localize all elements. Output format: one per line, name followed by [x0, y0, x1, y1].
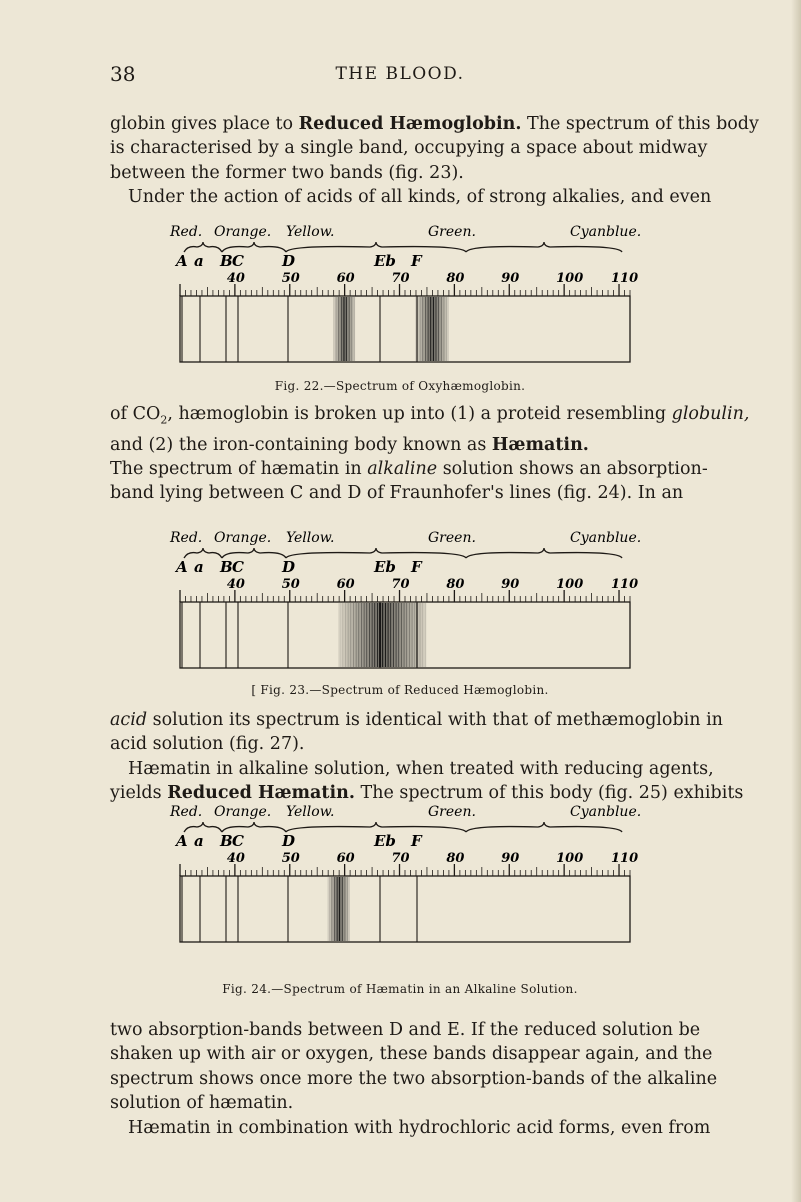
page-header — [110, 62, 690, 86]
scale-number: 70 — [391, 851, 410, 866]
scale-number: 110 — [611, 577, 639, 592]
paragraph-4 — [110, 708, 723, 757]
color-brace — [286, 548, 466, 558]
color-brace — [184, 242, 222, 252]
text-line: shaken up with air or oxygen, these bands disappear again, and the — [110, 1044, 713, 1065]
scale-number: 100 — [556, 577, 584, 592]
fraunhofer-line-label: Eb — [374, 558, 396, 576]
color-region-label: Orange. — [214, 530, 272, 546]
fraunhofer-line-label: F — [411, 832, 422, 850]
fraunhofer-line-label: a — [194, 252, 204, 270]
text-line: acid solution its spectrum is identical with that of methæmoglobin in — [110, 710, 723, 730]
absorption-band — [334, 297, 355, 361]
color-brace — [466, 242, 622, 252]
text-line: yields Reduced Hæmatin. The spectrum of this body (fig. 25) exhibits — [110, 783, 744, 804]
text-line: The spectrum of hæmatin in alkaline solution shows an absorption- — [110, 459, 708, 480]
figure-22 — [170, 222, 650, 372]
scale-number: 80 — [446, 851, 465, 866]
figure-caption: Fig. 24.—Spectrum of Hæmatin in an Alkaline Solution. — [222, 982, 578, 996]
color-brace — [466, 548, 622, 558]
scale-number: 50 — [281, 577, 300, 592]
scale-number: 90 — [501, 271, 520, 286]
scale-number: 100 — [556, 851, 584, 866]
scale-number: 90 — [501, 577, 520, 592]
scale-number: 40 — [226, 851, 245, 866]
fraunhofer-line-label: F — [411, 558, 422, 576]
absorption-band — [339, 603, 425, 667]
page-number: 38 — [110, 62, 136, 86]
fraunhofer-line-label: C — [232, 832, 244, 850]
fraunhofer-line-label: a — [194, 558, 204, 576]
color-brace — [222, 548, 286, 558]
color-region-label: Green. — [428, 224, 476, 240]
fraunhofer-line-label: C — [232, 252, 244, 270]
fraunhofer-line-label: C — [232, 558, 244, 576]
term-haematin: Hæmatin. — [491, 434, 589, 455]
text-line: solution of hæmatin. — [110, 1092, 294, 1113]
color-region-label: Yellow. — [286, 530, 335, 546]
scale-number: 70 — [391, 271, 410, 286]
fraunhofer-line-label: D — [282, 832, 296, 850]
color-region-label: Orange. — [214, 224, 272, 240]
color-brace — [222, 242, 286, 252]
fraunhofer-line-label: A — [176, 832, 188, 850]
text-line: two absorption-bands between D and E. If the reduced solution be — [110, 1020, 701, 1040]
figure-caption: [ Fig. 23.—Spectrum of Reduced Hæmoglobin. — [251, 683, 549, 697]
running-head: THE BLOOD. — [335, 64, 465, 84]
color-brace — [184, 548, 222, 558]
scale-number: 50 — [281, 851, 300, 866]
fraunhofer-line-label: D — [282, 252, 296, 270]
color-region-label: Orange. — [214, 804, 272, 820]
text-line: Hæmatin in alkaline solution, when treated with reducing agents, — [128, 759, 714, 779]
scale-number: 60 — [336, 577, 355, 592]
scale-number: 90 — [501, 851, 520, 866]
paragraph-7 — [110, 1116, 711, 1140]
page-edge — [791, 0, 801, 1202]
color-brace — [466, 822, 622, 832]
fraunhofer-line-label: B — [220, 558, 233, 576]
text-line: is characterised by a single band, occupying a space about midway — [110, 138, 708, 159]
text-line: between the former two bands (fig. 23). — [110, 162, 464, 183]
text-line: globin gives place to Reduced Hæmoglobin. The spectrum of this body — [110, 114, 759, 134]
absorption-band — [416, 297, 448, 361]
figure-caption: Fig. 22.—Spectrum of Oxyhæmoglobin. — [274, 379, 526, 393]
scale-number: 60 — [336, 271, 355, 286]
fraunhofer-line-label: Eb — [374, 252, 396, 270]
color-region-label: Yellow. — [286, 224, 335, 240]
scale-number: 50 — [281, 271, 300, 286]
fraunhofer-line-label: A — [176, 252, 188, 270]
color-region-label: Yellow. — [286, 804, 335, 820]
color-region-label: Cyanblue. — [570, 224, 642, 240]
figure-24 — [170, 802, 650, 952]
color-region-label: Red. — [170, 530, 203, 546]
spectrum-diagram-23 — [170, 528, 650, 678]
paragraph-6 — [110, 1018, 718, 1115]
text-line: spectrum shows once more the two absorption-bands of the alkaline — [110, 1068, 718, 1089]
text-line: acid solution (fig. 27). — [110, 734, 305, 755]
fraunhofer-line-label: a — [194, 832, 204, 850]
fraunhofer-line-label: F — [411, 252, 422, 270]
absorption-band — [328, 877, 349, 941]
color-brace — [286, 242, 466, 252]
paragraph-3 — [110, 402, 750, 506]
color-region-label: Green. — [428, 530, 476, 546]
scale-number: 110 — [611, 851, 639, 866]
spectrum-box — [180, 296, 630, 362]
spectrum-diagram-22 — [170, 222, 650, 372]
color-region-label: Red. — [170, 224, 203, 240]
text-line: Hæmatin in combination with hydrochloric acid forms, even from — [128, 1118, 711, 1138]
scale-number: 40 — [226, 271, 245, 286]
spectrum-box — [180, 876, 630, 942]
color-brace — [222, 822, 286, 832]
scale-number: 80 — [446, 577, 465, 592]
fraunhofer-line-label: B — [220, 832, 233, 850]
scale-number: 60 — [336, 851, 355, 866]
figure-23 — [170, 528, 650, 678]
color-brace — [184, 822, 222, 832]
color-brace — [286, 822, 466, 832]
term-reduced-haemoglobin: Reduced Hæmoglobin. — [298, 114, 522, 134]
fraunhofer-line-label: Eb — [374, 832, 396, 850]
text-line: and (2) the iron-containing body known as Hæmatin. — [110, 434, 589, 455]
color-region-label: Green. — [428, 804, 476, 820]
paragraph-5 — [110, 757, 744, 806]
color-region-label: Cyanblue. — [570, 530, 642, 546]
fraunhofer-line-label: A — [176, 558, 188, 576]
scale-number: 40 — [226, 577, 245, 592]
scale-number: 70 — [391, 577, 410, 592]
scale-number: 110 — [611, 271, 639, 286]
paragraph-2 — [110, 185, 712, 209]
term-reduced-haematin: Reduced Hæmatin. — [167, 783, 355, 804]
color-region-label: Cyanblue. — [570, 804, 642, 820]
scale-number: 80 — [446, 271, 465, 286]
scale-number: 100 — [556, 271, 584, 286]
color-region-label: Red. — [170, 804, 203, 820]
text-line: Under the action of acids of all kinds, of strong alkalies, and even — [128, 187, 712, 207]
text-line: band lying between C and D of Fraunhofer's lines (fig. 24). In an — [110, 483, 684, 504]
fraunhofer-line-label: B — [220, 252, 233, 270]
fraunhofer-line-label: D — [282, 558, 296, 576]
text-line: of $CO_2$, hæmoglobin is broken up into (1) a proteid resembling globulin, — [110, 404, 750, 427]
paragraph-1 — [110, 112, 759, 185]
spectrum-diagram-24 — [170, 802, 650, 952]
